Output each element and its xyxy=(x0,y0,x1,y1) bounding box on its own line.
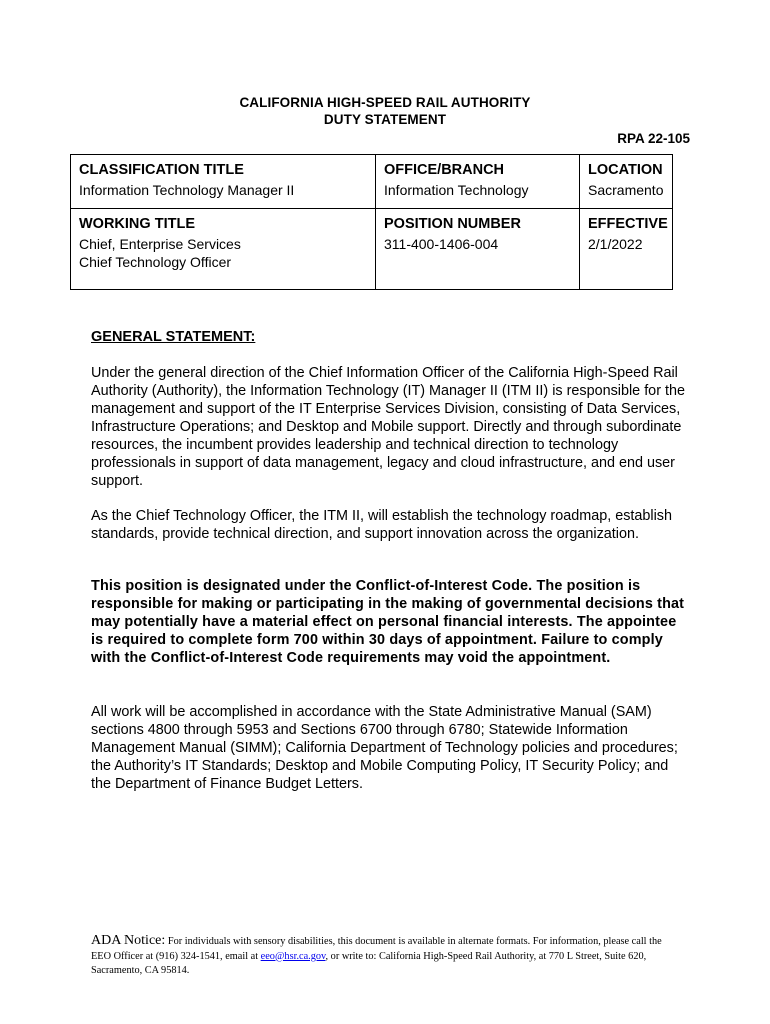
general-statement-paragraph-2: As the Chief Technology Officer, the ITM II, will establish the technology roadmap, establish standards, provide technical direction, and support innovation across the organization. xyxy=(91,508,672,542)
conflict-of-interest-paragraph: This position is designated under the Conflict-of-Interest Code. The position is responsible for making or participating in the making of governmental decisions that may potentially have a material effect on personal financial interests. The appointee is required to complete form 700 within 30 days of appointment. Failure to comply with the Conflict-of-Interest Code requirements may void the appointment. xyxy=(91,578,685,666)
position-number-value: 311-400-1406-004 xyxy=(384,236,499,252)
office-branch-value: Information Technology xyxy=(384,182,529,198)
position-number-label: POSITION NUMBER xyxy=(384,216,521,232)
working-title-cell xyxy=(71,209,376,290)
working-title-line-1: Chief, Enterprise Services xyxy=(79,236,241,252)
eeo-email-link[interactable]: eeo@hsr.ca.gov xyxy=(260,950,326,962)
location-value: Sacramento xyxy=(588,182,664,198)
document-title: DUTY STATEMENT xyxy=(323,112,447,127)
agency-name: CALIFORNIA HIGH-SPEED RAIL AUTHORITY xyxy=(239,95,531,110)
office-branch-label: OFFICE/BRANCH xyxy=(384,162,505,178)
general-statement-paragraph-1: Under the general direction of the Chief Information Officer of the California High-Speed Rail Authority (Authority), the Information Technology (IT) Manager II (ITM II) is responsible for the management and support of the IT Enterprise Services Division, consisting of Data Services, Infrastructure Operations; and Desktop and Mobile support. Directly and through subordinate resources, the incumbent provides leadership and technical direction to technology professionals in support of data management, legacy and cloud infrastructure, and end user support. xyxy=(91,365,685,489)
info-row-1 xyxy=(71,155,673,209)
classification-title-value: Information Technology Manager II xyxy=(79,182,295,198)
ada-notice-label: ADA Notice: xyxy=(91,933,166,948)
effective-label: EFFECTIVE xyxy=(588,216,668,232)
office-branch-cell xyxy=(376,155,580,209)
ada-notice-text-2: , or write to: California High-Speed Rail Authority, at 770 L Street, Suite 620, Sacramento, CA 95814. xyxy=(91,950,647,976)
info-row-2 xyxy=(71,209,673,290)
position-number-cell xyxy=(376,209,580,290)
working-title-line-2: Chief Technology Officer xyxy=(79,254,232,270)
rpa-number: RPA 22-105 xyxy=(617,131,690,146)
effective-cell xyxy=(580,209,673,290)
location-label: LOCATION xyxy=(588,162,663,178)
position-info-table xyxy=(70,154,673,290)
location-cell xyxy=(580,155,673,209)
classification-title-label: CLASSIFICATION TITLE xyxy=(79,162,244,178)
general-statement-paragraph-4: All work will be accomplished in accordance with the State Administrative Manual (SAM) sections 4800 through 5953 and Sections 6700 through 6780; Statewide Information Management Manual (SIMM); California Department of Technology policies and procedures; the Authority’s IT Standards; Desktop and Mobile Computing Policy, IT Security Policy; and the Department of Finance Budget Letters. xyxy=(91,704,678,792)
classification-title-cell xyxy=(71,155,376,209)
ada-notice xyxy=(91,934,671,979)
effective-value: 2/1/2022 xyxy=(588,236,643,252)
working-title-label: WORKING TITLE xyxy=(79,216,195,232)
general-statement-heading: GENERAL STATEMENT: xyxy=(91,329,256,345)
ada-notice-text-1: For individuals with sensory disabilities, this document is available in alternate formats. For information, please call the EEO Officer at (916) 324-1541, email at xyxy=(91,936,662,962)
